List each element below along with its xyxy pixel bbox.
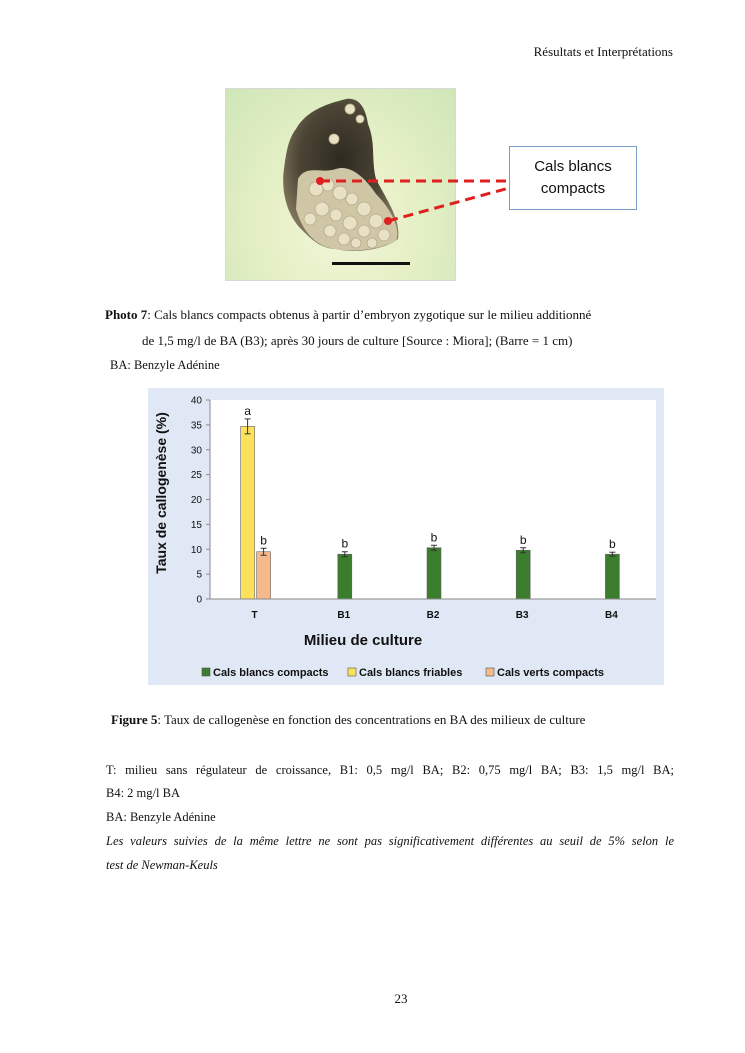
bar xyxy=(427,548,441,599)
y-tick-label: 10 xyxy=(190,544,202,556)
pointer-dot xyxy=(384,217,392,225)
x-axis-title: Milieu de culture xyxy=(303,632,423,649)
bar xyxy=(605,554,619,599)
significance-letter: b xyxy=(260,533,267,548)
legend-label: Cals blancs compacts xyxy=(213,667,329,679)
photo-caption-text: : Cals blancs compacts obtenus à partir d’embryon zygotique sur le milieu additionné xyxy=(147,307,592,322)
page-number: 23 xyxy=(394,991,408,1006)
legend-swatch xyxy=(348,668,356,676)
y-tick-label: 40 xyxy=(190,395,202,407)
x-tick-label: B1 xyxy=(337,610,351,621)
figure-caption-label: Figure 5 xyxy=(111,712,158,727)
photo-callout xyxy=(509,146,637,210)
y-tick-label: 0 xyxy=(196,594,202,606)
pointer-dot xyxy=(316,177,324,185)
y-tick-label: 20 xyxy=(190,495,202,506)
significance-letter: b xyxy=(430,530,438,545)
x-tick-label: T xyxy=(251,610,258,621)
significance-letter: b xyxy=(341,536,349,551)
chart-legend xyxy=(202,667,604,679)
callout-line: Cals blancs xyxy=(534,158,612,175)
callout-line: compacts xyxy=(540,180,606,197)
statistics-note-line: test de Newman-Keuls xyxy=(106,858,218,872)
chart-container xyxy=(148,388,664,685)
figure-caption-text: : Taux de callogenèse en fonction des concentrations en BA des milieux de culture xyxy=(157,712,586,727)
photo-caption-label: Photo 7 xyxy=(105,307,148,322)
running-header: Résultats et Interprétations xyxy=(533,44,673,59)
statistics-note-line: Les valeurs suivies de la même lettre ne sont pas significativement différentes au seuil de 5% selon le xyxy=(106,834,674,848)
photo-caption-continued: de 1,5 mg/l de BA (B3); après 30 jours de culture [Source : Miora]; (Barre = 1 cm) xyxy=(142,333,573,348)
y-axis-title: Taux de callogenèse (%) xyxy=(153,412,169,574)
y-tick-label: 25 xyxy=(190,470,202,482)
bar xyxy=(516,550,530,599)
bar xyxy=(338,554,352,599)
x-tick-label: B2 xyxy=(426,610,440,621)
abbreviation-note-line: BA: Benzyle Adénine xyxy=(106,810,216,824)
abbreviation-note-line: B4: 2 mg/l BA xyxy=(106,786,180,800)
x-tick-label: B4 xyxy=(605,610,618,621)
y-tick-label: 15 xyxy=(190,519,202,531)
significance-letter: b xyxy=(609,537,616,552)
y-tick-label: 35 xyxy=(190,420,202,432)
y-tick-label: 30 xyxy=(190,445,202,457)
bar xyxy=(257,552,271,599)
abbreviation-note-line: T: milieu sans régulateur de croissance, B1: 0,5 mg/l BA; B2: 0,75 mg/l BA; B3: 1,5 mg/l BA; xyxy=(106,763,674,777)
photo-caption xyxy=(105,307,591,323)
significance-letter: a xyxy=(244,403,251,418)
legend-label: Cals verts compacts xyxy=(497,667,604,679)
significance-letter: b xyxy=(519,532,527,547)
figure-caption xyxy=(111,712,585,728)
y-tick-label: 5 xyxy=(196,569,202,581)
bar xyxy=(241,426,255,599)
legend-swatch xyxy=(486,668,494,676)
legend-label: Cals blancs friables xyxy=(359,667,463,679)
bar-chart xyxy=(148,388,664,685)
x-tick-label: B3 xyxy=(515,610,529,621)
photo-abbreviation-note: BA: Benzyle Adénine xyxy=(110,358,220,372)
legend-swatch xyxy=(202,668,210,676)
